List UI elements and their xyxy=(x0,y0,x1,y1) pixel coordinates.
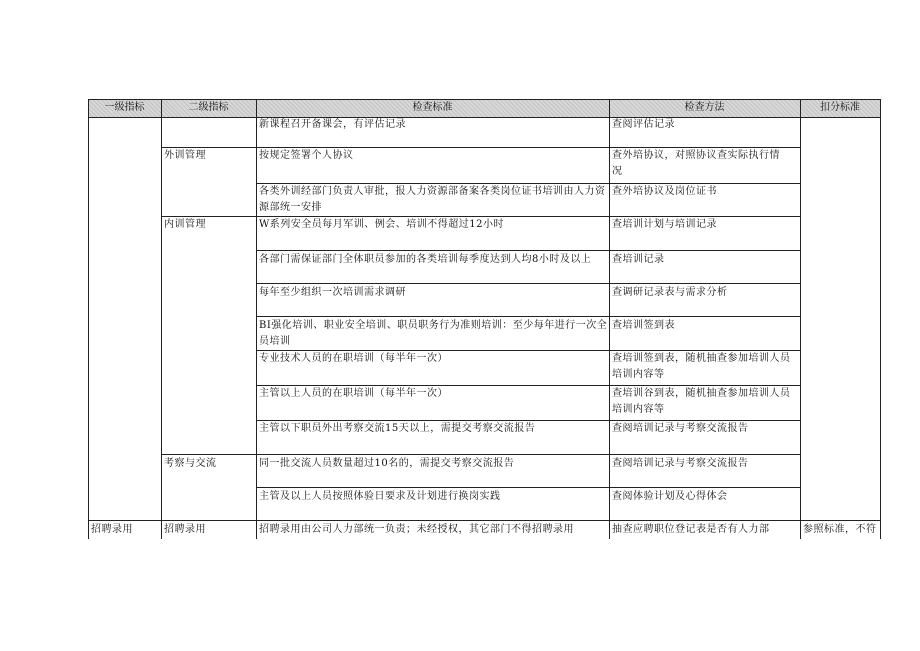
standard-cell: W系列安全员每月军训、例会、培训不得超过12小时 xyxy=(259,219,505,230)
standard-cell: BI强化培训、职业安全培训、职员职务行为准则培训：至少每年进行一次全员培训 xyxy=(259,320,608,347)
group-zhaopin: 招聘录用 xyxy=(164,524,206,535)
method-cell: 查阅体验计划及心得体会 xyxy=(612,491,728,502)
table-rule xyxy=(256,283,800,284)
group-kaocha: 考察与交流 xyxy=(164,458,217,469)
standard-cell: 各部门需保证部门全体职员参加的各类培训每季度达到人均8小时及以上 xyxy=(259,254,592,265)
table-rule xyxy=(88,99,89,539)
group-waixun: 外训管理 xyxy=(164,150,206,161)
table-rule xyxy=(800,99,801,539)
deduction-cell: 参照标准，不符 xyxy=(803,524,877,535)
method-cell: 查培训记录 xyxy=(612,254,665,265)
table-rule xyxy=(609,99,610,539)
method-cell: 查培训签到表 xyxy=(612,320,675,331)
table-rule xyxy=(88,520,880,521)
level1-zhaopin: 招聘录用 xyxy=(91,524,133,535)
method-cell: 查外培协议及岗位证书 xyxy=(612,186,717,197)
table-rule xyxy=(256,487,800,488)
method-cell: 查培训签到表，随机抽查参加培训人员培训内容等 xyxy=(612,353,791,380)
table-rule xyxy=(161,99,162,539)
method-cell: 查培训谷到表，随机抽查参加培训人员培训内容等 xyxy=(612,388,791,415)
method-cell: 抽查应聘职位登记表是否有人力部 xyxy=(612,524,770,535)
method-cell: 查培训计划与培训记录 xyxy=(612,219,717,230)
standard-cell: 同一批交流人员数量超过10名的，需提交考察交流报告 xyxy=(259,458,515,469)
header-level2: 二级指标 xyxy=(188,102,229,113)
method-cell: 查阅培训记录与考察交流报告 xyxy=(612,423,749,434)
method-cell: 查阅培训记录与考察交流报告 xyxy=(612,458,749,469)
method-cell: 查外培协议，对照协议查实际执行情况 xyxy=(612,150,780,177)
standard-cell: 按规定签署个人协议 xyxy=(259,150,354,161)
standard-cell: 主管以上人员的在职培训（每半年一次） xyxy=(259,388,448,399)
header-standard: 检查标准 xyxy=(412,102,453,113)
standard-cell: 主管以下职员外出考察交流15天以上，需提交考察交流报告 xyxy=(259,423,536,434)
standard-cell: 新课程召开备课会，有评估记录 xyxy=(259,119,406,130)
table-rule xyxy=(256,99,257,539)
group-neixun: 内训管理 xyxy=(164,219,206,230)
standard-cell: 各类外训经部门负责人审批，报人力资源部备案各类岗位证书培训由人力资源部统一安排 xyxy=(259,186,606,213)
header-deduction: 扣分标准 xyxy=(820,102,860,113)
standard-cell: 专业技术人员的在职培训（每半年一次） xyxy=(259,353,448,364)
method-cell: 查调研记录表与需求分析 xyxy=(612,287,728,298)
table-rule xyxy=(256,250,800,251)
standard-cell: 主管及以上人员按照体验日要求及计划进行换岗实践 xyxy=(259,491,501,502)
table-rule xyxy=(880,99,881,539)
standard-cell: 招聘录用由公司人力部统一负责；未经授权，其它部门不得招聘录用 xyxy=(259,524,574,535)
method-cell: 查阅评估记录 xyxy=(612,119,675,130)
table-rule xyxy=(256,316,800,317)
header-method: 检查方法 xyxy=(684,102,725,113)
header-level1: 一级指标 xyxy=(104,102,145,113)
standard-cell: 每年至少组织一次培训需求调研 xyxy=(259,287,406,298)
